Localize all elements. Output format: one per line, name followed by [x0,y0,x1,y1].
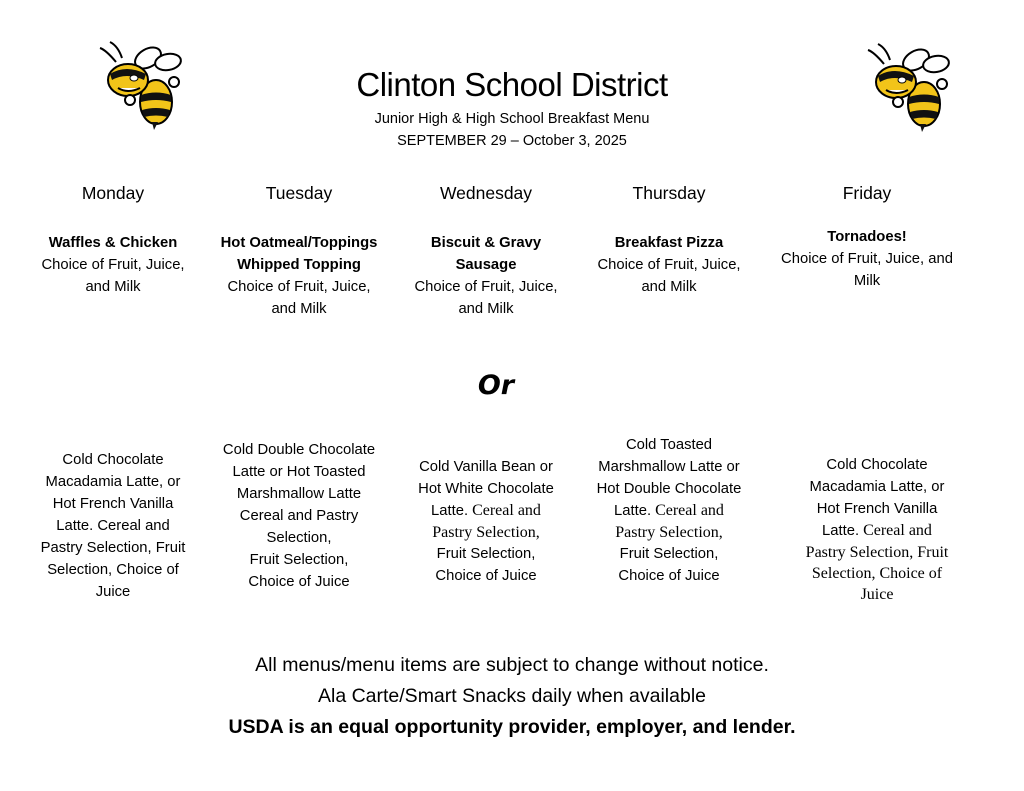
menu-thursday [584,232,754,298]
alt-line: Choice of Juice [618,568,720,584]
or-divider: Or [477,370,515,401]
alt-text: Latte. [614,503,652,519]
side-item: Choice of Fruit, Juice, [227,279,371,295]
alt-line: Latte or Hot Toasted [232,464,366,480]
alt-line: Cold Double Chocolate [222,442,376,458]
side-item: Choice of Fruit, Juice, [597,257,741,273]
menu-subtitle: Junior High & High School Breakfast Menu [374,111,650,127]
alt-text: Cereal and [651,502,724,519]
alt-line: Selection, [266,530,332,546]
alt-line: Fruit Selection, [619,546,719,562]
alt-line: Cold Vanilla Bean or [419,459,553,475]
alt-menu-monday [28,449,198,603]
alt-line: Choice of Juice [435,568,537,584]
main-item: Hot Oatmeal/Toppings [220,235,378,251]
alt-line: Hot White Chocolate [418,481,554,497]
alt-line: Hot French Vanilla [52,496,174,512]
alt-menu-tuesday [208,439,390,593]
alt-text: Cereal and [468,502,541,519]
alt-line: Pastry Selection, [615,524,723,541]
alt-text: Latte. [431,503,469,519]
alt-line: Juice [95,584,131,600]
main-item: Breakfast Pizza [614,235,724,251]
day-heading-friday: Friday [842,183,892,203]
side-item: and Milk [641,279,697,295]
main-item: Waffles & Chicken [48,235,178,251]
day-heading-monday: Monday [81,183,145,203]
footer-snacks: Ala Carte/Smart Snacks daily when available [317,685,707,707]
alt-line: Pastry Selection, [432,524,540,541]
alt-line: Fruit Selection, [436,546,536,562]
menu-dates: SEPTEMBER 29 – October 3, 2025 [397,133,627,149]
alt-line [584,500,754,522]
side-item: Choice of Fruit, Juice, and [781,251,953,267]
alt-line: Marshmallow Latte [236,486,362,502]
footer-usda: USDA is an equal opportunity provider, employer, and lender. [228,716,796,738]
side-item: Choice of Fruit, Juice, [41,257,185,273]
main-item: Whipped Topping [237,257,361,273]
menu-monday [28,232,198,298]
alt-line: Pastry Selection, Fruit [805,544,949,561]
alt-line: Selection, Choice of [47,562,179,578]
side-item: Milk [853,273,881,289]
menu-wednesday [400,232,572,320]
alt-line: Cold Chocolate [826,457,928,473]
alt-line: Choice of Juice [248,574,350,590]
alt-line: Hot French Vanilla [816,501,938,517]
alt-text: Cereal and [859,522,932,539]
alt-menu-wednesday [400,456,572,587]
main-item: Tornadoes! [827,229,907,245]
day-heading-tuesday: Tuesday [265,183,333,203]
side-item: and Milk [271,301,327,317]
alt-line [780,520,974,542]
alt-line: Latte. Cereal and [56,518,170,534]
day-heading-wednesday: Wednesday [439,183,533,203]
alt-line: Marshmallow Latte or [598,459,740,475]
side-item: Choice of Fruit, Juice, [414,279,558,295]
alt-menu-friday [780,454,974,605]
alt-line: Juice [860,586,894,603]
main-item: Sausage [455,257,517,273]
alt-line [400,500,572,522]
main-item: Biscuit & Gravy [430,235,542,251]
alt-line: Pastry Selection, Fruit [40,540,186,556]
menu-friday [768,226,966,292]
alt-text: Latte. [822,523,860,539]
side-item: and Milk [85,279,141,295]
alt-line: Fruit Selection, [249,552,349,568]
alt-line: Cold Chocolate [62,452,164,468]
page-title: Clinton School District [356,66,668,103]
alt-menu-thursday [584,434,754,587]
alt-line: Macadamia Latte, or [809,479,945,495]
menu-tuesday [208,232,390,320]
alt-line: Cold Toasted [625,437,713,453]
alt-line: Hot Double Chocolate [596,481,742,497]
alt-line: Cereal and Pastry [239,508,359,524]
alt-line: Selection, Choice of [811,565,943,582]
side-item: and Milk [458,301,514,317]
footer-notice: All menus/menu items are subject to change without notice. [255,654,769,676]
alt-line: Macadamia Latte, or [45,474,181,490]
day-heading-thursday: Thursday [632,183,706,203]
